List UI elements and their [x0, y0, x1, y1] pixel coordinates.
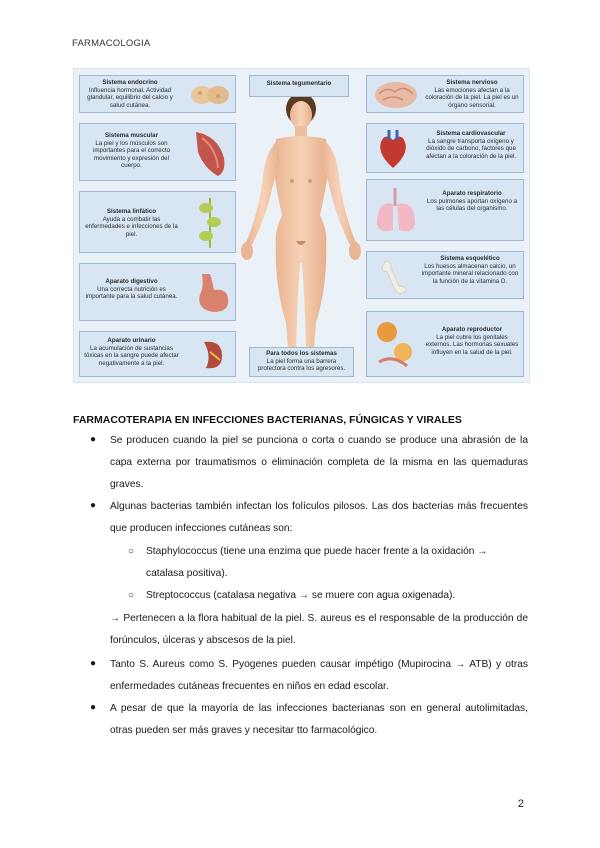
- bullet-dot: ●: [90, 702, 97, 713]
- sub-bullet-circle: ○: [128, 546, 135, 557]
- lymph-node-icon: [190, 196, 230, 250]
- note-text: → Pertenecen a la flora habitual de la piel. S. aureus es el responsable de la producción de forúnculos, úlceras y abscesos de la piel.: [110, 613, 528, 646]
- heart-icon: [375, 128, 411, 170]
- page-header: FARMACOLOGIA: [72, 38, 151, 49]
- integumentary-system-label: Sistema tegumentario: [249, 75, 349, 97]
- bullet-text: Tanto S. Aureus como S. Pyogenes pueden causar impétigo (Mupirocina → ATB) y otras enfermedades cutáneas frecuentes en niños en edad escolar.: [110, 659, 528, 692]
- sub-bullet-text: Staphylococcus (tiene una enzima que puede hacer frente a la oxidación → catalasa positiva).: [146, 546, 488, 579]
- muscular-system-box: Sistema muscular La piel y los músculos son importantes para el correcto movimiento y expresión del cuerpo.: [79, 123, 236, 181]
- muscle-icon: [188, 128, 232, 178]
- respiratory-system-box: Aparato respiratorio Los pulmones aportan oxígeno a las células del organismo.: [366, 179, 524, 241]
- nervous-system-box: Sistema nervioso Las emociones afectan a la coloración de la piel. La piel es un órgano sensorial.: [366, 75, 524, 113]
- bullet-dot: ●: [90, 500, 97, 511]
- bullet-text: Algunas bacterias también infectan los folículos pilosos. Las dos bacterias más frecuentes que producen infecciones cutáneas son:: [110, 501, 528, 534]
- kidney-icon: [194, 338, 228, 372]
- endocrine-system-box: Sistema endocrino Influencia hormonal. Actividad glandular, equilibrio del calcio y salud cutánea.: [79, 75, 236, 113]
- bullet-dot: ●: [90, 658, 97, 669]
- bullet-text: A pesar de que la mayoría de las infecciones bacterianas son en general autolimitadas, otras pueden ser más graves y necesitar tto farmacológico.: [110, 703, 528, 736]
- human-body-illustration: [224, 93, 379, 373]
- urinary-system-box: Aparato urinario La acumulación de sustancias tóxicas en la sangre puede afectar negativamente a la piel.: [79, 331, 236, 377]
- endocrine-gland-icon: [188, 82, 232, 108]
- reproductive-organs-icon: [373, 318, 419, 372]
- page-number: 2: [517, 798, 524, 810]
- cardiovascular-system-box: Sistema cardiovascular La sangre transporta oxígeno y dióxido de carbono, factores que afectan a la coloración de la piel.: [366, 123, 524, 173]
- bullet-text: Se producen cuando la piel se punciona o corta o cuando se produce una abrasión de la capa externa por traumatismos o eliminación completa de la misma en las quemaduras graves.: [110, 435, 528, 490]
- bullet-dot: ●: [90, 434, 97, 445]
- lungs-icon: [373, 186, 419, 236]
- section-title: FARMACOTERAPIA EN INFECCIONES BACTERIANAS, FÚNGICAS Y VIRALES: [73, 414, 462, 426]
- lymphatic-system-box: Sistema linfático Ayuda a combatir las enfermedades e infecciones de la piel.: [79, 191, 236, 253]
- sub-bullet-text: Streptococcus (catalasa negativa → se muere con agua oxigenada).: [146, 590, 456, 601]
- reproductive-system-box: Aparato reproductor La piel cubre los genitales externos. Las hormonas sexuales influyen en la salud de la piel.: [366, 311, 524, 377]
- brain-icon: [373, 80, 419, 110]
- stomach-icon: [190, 270, 232, 316]
- integumentary-system-figure: [73, 68, 530, 383]
- bone-icon: [377, 258, 413, 296]
- digestive-system-box: Aparato digestivo Una correcta nutrición es importante para la salud cutánea.: [79, 263, 236, 321]
- skeletal-system-box: Sistema esquelético Los huesos almacenan calcio, un importante mineral relacionado con la función de la vitamina D.: [366, 251, 524, 299]
- all-systems-box: Para todos los sistemas La piel forma una barrera protectora contra los agresores.: [249, 347, 354, 377]
- sub-bullet-circle: ○: [128, 590, 135, 601]
